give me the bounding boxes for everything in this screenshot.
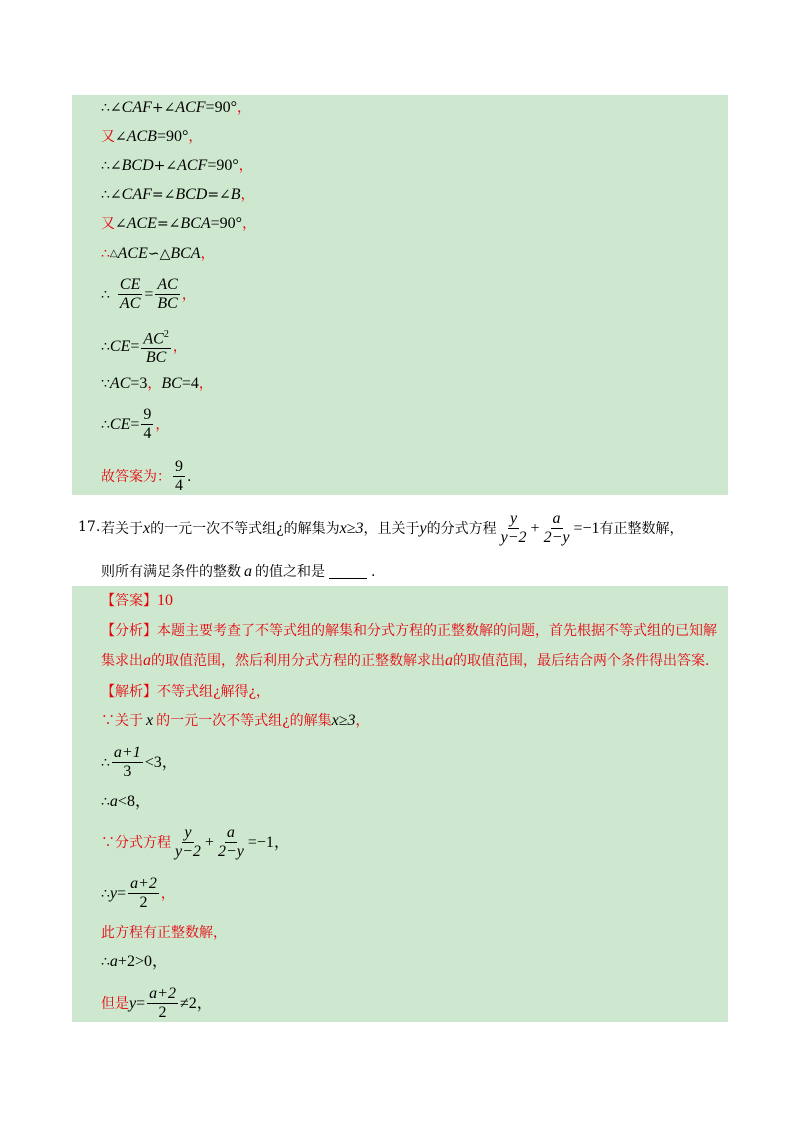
fraction-9-4: $\frac{9}{4}$ [143,406,152,442]
analysis-line-1: 【分析】 本题主要考查了不等式组的解集和分式方程的正整数解的问题，首先根据不等式组的已知解 [101,623,717,639]
solution-line-1: ∵关于 x 的一元一次不等式组¿的解集 x≥3 ， [101,712,370,729]
fraction-y-over-y-minus-2-sol: $\frac{y}{y-2}$ [175,824,201,860]
solution-line-8: 但是 y = $\frac{a+2}{2}$ ≠2， [101,985,213,1021]
fraction-a-over-2-minus-y: $\frac{a}{2-y}$ [543,510,570,546]
sol16-line-10: ∴ CE = $\frac{9}{4}$ ， [101,406,170,442]
fraction-a-plus-2-over-2: $\frac{a+2}{2}$ [130,875,157,911]
sol16-answer: 故答案为： $\frac{9}{4}$ . [101,458,192,494]
answer-blank [329,566,367,579]
question-17-line-1: 若关于 x 的一元一次不等式组¿的解集为 x≥3 ，且关于 y 的分式方程 $\frac{y}{y-2}$ + $\frac{a}{2-y}$ =−1 有正整数解， [101,510,684,546]
sol16-line-5: 又 ∠ ACE =∠ BCA =90° ， [101,215,257,232]
sol16-line-3: ∴∠ BCD +∠ ACF =90° ， [101,157,253,174]
solution-line-3: ∴ a <8， [101,793,151,810]
question-number: 17. [78,519,101,535]
solution-line-6: 此方程有正整数解， [101,925,227,941]
fraction-a-over-2-minus-y-sol: $\frac{a}{2-y}$ [217,824,244,860]
fraction-a-plus-1-over-3: $\frac{a+1}{3}$ [113,744,141,780]
sol16-line-1: ∴∠ CAF +∠ ACF =90° ， [101,99,251,116]
question-17-line-2: 则所有满足条件的整数 a 的值之和是 . [101,563,376,580]
solution-line-7: ∴ a +2>0， [101,953,168,970]
fraction-y-over-y-minus-2: $\frac{y}{y-2}$ [500,510,527,546]
sol16-line-9: ∵ AC =3 ， BC =4 ， [101,375,213,392]
solution-line-5: ∴ y = $\frac{a+2}{2}$ ， [101,875,175,911]
solution-label-line: 【解析】 不等式组¿解得¿， [101,684,271,700]
sol16-line-4: ∴∠ CAF =∠ BCD =∠ B ， [101,186,255,203]
sol16-line-7: ∴ $\frac{CE}{AC}$ = $\frac{AC}{BC}$ ， [101,276,196,312]
answer-line: 【答案】 10 [101,592,173,609]
sol16-line-8: ∴ CE = $\frac{AC^2}{BC}$ ， [101,326,187,367]
analysis-line-2: 集求出 a 的取值范围，然后利用分式方程的正整数解求出 a 的取值范围，最后结合两个条件得出答案. [101,652,710,669]
fraction-ac2-bc: $\frac{AC^2}{BC}$ [141,326,170,367]
sol16-line-6: ∴ △ ACE ∽△ BCA ， [101,245,215,262]
fraction-9-4-answer: $\frac{9}{4}$ [175,458,183,494]
fraction-ce-ac: $\frac{CE}{AC}$ [119,276,141,312]
fraction-ac-bc: $\frac{AC}{BC}$ [157,276,178,312]
solution-line-4: ∵分式方程 $\frac{y}{y-2}$ + $\frac{a}{2-y}$ =−1， [101,824,290,860]
sol16-line-2: 又 ∠ ACB =90° ， [101,128,203,145]
solution-line-2: ∴ $\frac{a+1}{3}$ <3， [101,744,178,780]
fraction-a-plus-2-over-2-b: $\frac{a+2}{2}$ [149,985,176,1021]
